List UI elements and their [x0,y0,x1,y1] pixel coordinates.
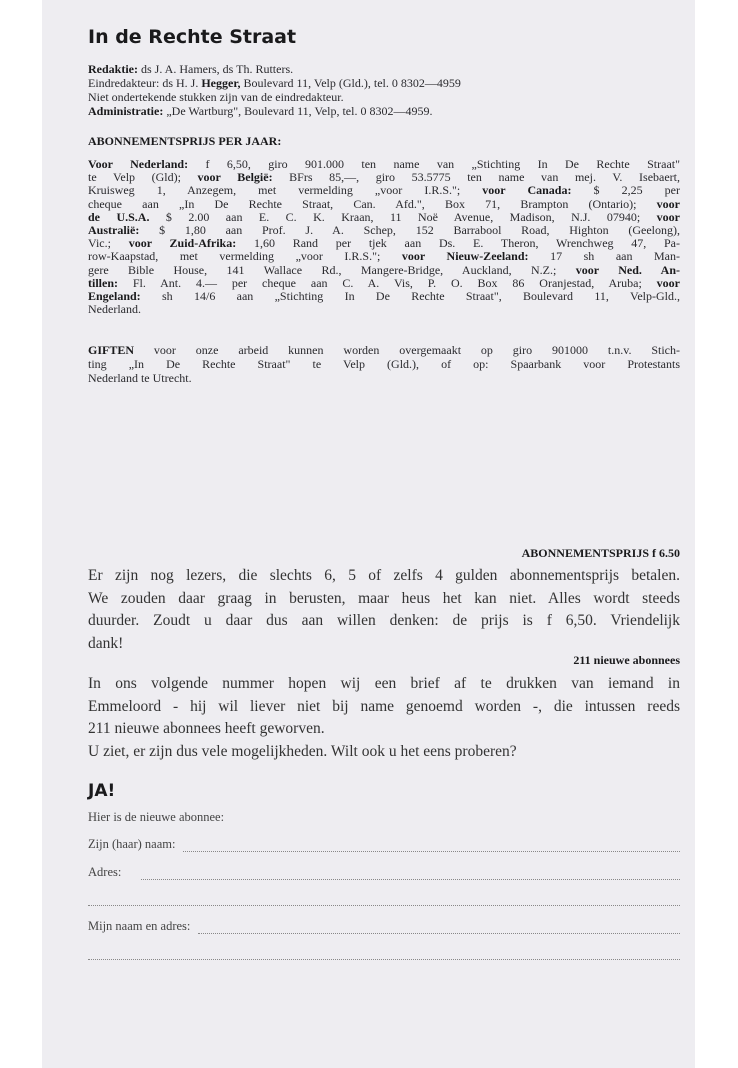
address-dotted-line-2[interactable] [88,893,680,906]
subscription-prices [88,158,680,316]
bold-text: Administratie: [88,104,164,118]
article-heading-subscribers: 211 nieuwe abonnees [573,653,680,667]
text: row-Kaapstad, met vermelding „voor I.R.S."; [88,249,402,264]
text: cheque aan „In De Rechte Straat, Can. Afd.", Box 71, Brampton (Ontario); [88,196,657,211]
name-label: Zijn (haar) naam: [88,837,176,851]
text-line [88,104,680,118]
text: $ 1,80 aan Prof. J. A. Schep, 152 Barrabool Road, Highton (Geelong), [139,223,680,238]
prices-heading: ABONNEMENTSPRIJS PER JAAR: [88,134,282,148]
bold-text: voor [656,209,680,224]
address-dotted-line[interactable] [141,867,680,880]
bold-text: voor [656,196,680,211]
text: te Velp (Gld); [88,170,198,185]
text: sh 14/6 aan „Stichting In De Rechte Straat", Boulevard 11, Velp-Gld., [140,289,680,304]
article-subscribers-body [88,673,680,763]
new-subscriber-address-field[interactable] [88,864,680,880]
text: Vic.; [88,236,129,251]
bold-text: Redaktie: [88,62,138,76]
bold-text: voor [656,275,680,290]
text-line: Er zijn nog lezers, die slechts 6, 5 of zelfs 4 gulden abonnementsprijs betalen. [88,567,680,584]
bold-text: voor België: [197,170,273,185]
text: Fl. Ant. 4.— per cheque aan C. A. Vis, P. O. Box 86 Oranjestad, Aruba; [118,275,657,290]
bold-text: Engeland: [88,289,141,304]
colophon [88,62,680,118]
own-address-line-2[interactable] [88,944,680,960]
own-dotted-line-2[interactable] [88,947,680,960]
text: ds H. J. [159,76,202,90]
bold-text: Voor Nederland: [88,157,189,171]
text: BFrs 85,—, giro 53.5775 ten name van mej. V. Isebaert, [272,170,680,185]
text-line: 211 nieuwe abonnees heeft geworven. [88,720,325,738]
text-line: We zouden daar graag in berusten, maar heus het kan niet. Alles wordt steeds [88,589,680,607]
bold-text: Australië: [88,223,140,238]
text: f 6,50, giro 901.000 ten name van „Stichting In De Rechte Straat" [188,157,681,171]
text-line [88,62,680,76]
text: 17 sh aan Man- [528,249,680,264]
text-line: duurder. Zoudt u daar dus aan willen denken: de prijs is f 6,50. Vriendelijk [88,612,680,630]
text: Eindredakteur: [88,76,160,90]
own-dotted-line[interactable] [198,921,680,934]
own-name-address-field[interactable] [88,918,680,934]
text-line: In ons volgende nummer hopen wij een brief af te drukken van iemand in [88,675,680,692]
text: ting „In De Rechte Straat" te Velp (Gld.), of op: Spaarbank voor Protestants [88,357,680,371]
text-line [88,90,680,104]
text: Kruisweg 1, Anzegem, met vermelding „voor I.R.S."; [88,183,483,198]
own-name-address-label: Mijn naam en adres: [88,919,191,933]
form-intro: Hier is de nieuwe abonnee: [88,810,225,824]
text: „De Wartburg", Boulevard 11, Velp, tel. 0 8302—4959. [163,104,433,118]
text: voor onze arbeid kunnen worden overgemaakt op giro 901000 t.n.v. Stich- [134,343,680,357]
article-heading-price: ABONNEMENTSPRIJS f 6.50 [521,546,680,560]
bold-text: voor Ned. An- [575,262,680,277]
bold-text: Hegger, [201,76,241,90]
text: Niet ondertekende stukken zijn van de eindredakteur. [88,90,344,104]
text: $ 2,25 per [571,183,680,198]
bold-text: de U.S.A. [88,209,150,224]
text: $ 2.00 aan E. C. K. Kraan, 11 Noë Avenue, Madison, N.J. 07940; [149,209,657,224]
text-line [88,290,680,303]
text-line [88,357,680,371]
gifts-notice [88,343,680,385]
publication-title: In de Rechte Straat [88,26,297,48]
text-line [88,76,680,90]
text: gere Bible House, 141 Wallace Rd., Mangere-Bridge, Auckland, N.Z.; [88,262,576,277]
form-heading: JA! [88,781,116,801]
bold-text: voor Nieuw-Zeeland: [401,249,529,264]
text: ds J. A. Hamers, ds Th. Rutters. [138,62,294,76]
text-line [88,303,680,316]
text: Nederland. [88,302,141,317]
bold-text: voor Zuid-Afrika: [128,236,237,251]
text-line [88,343,680,357]
text-line: Emmeloord - hij wil liever niet bij name genoemd worden -, die intussen reeds [88,697,680,715]
text: Nederland te Utrecht. [88,371,192,385]
text: 1,60 Rand per tjek aan Ds. E. Theron, Wrenchweg 47, Pa- [236,236,680,251]
article-price-body [88,565,680,655]
text: Boulevard 11, Velp (Gld.), tel. 0 8302—4959 [240,76,461,90]
bold-text: tillen: [88,275,118,290]
new-subscriber-address-line-2[interactable] [88,890,680,906]
text-line: dank! [88,634,124,652]
bold-text: voor Canada: [482,183,572,198]
new-subscriber-name-field[interactable] [88,836,680,852]
name-dotted-line[interactable] [183,839,680,852]
text-line: U ziet, er zijn dus vele mogelijkheden. Wilt ook u het eens proberen? [88,742,517,760]
bold-text: GIFTEN [88,343,135,357]
address-label: Adres: [88,865,122,879]
text-line [88,371,680,385]
